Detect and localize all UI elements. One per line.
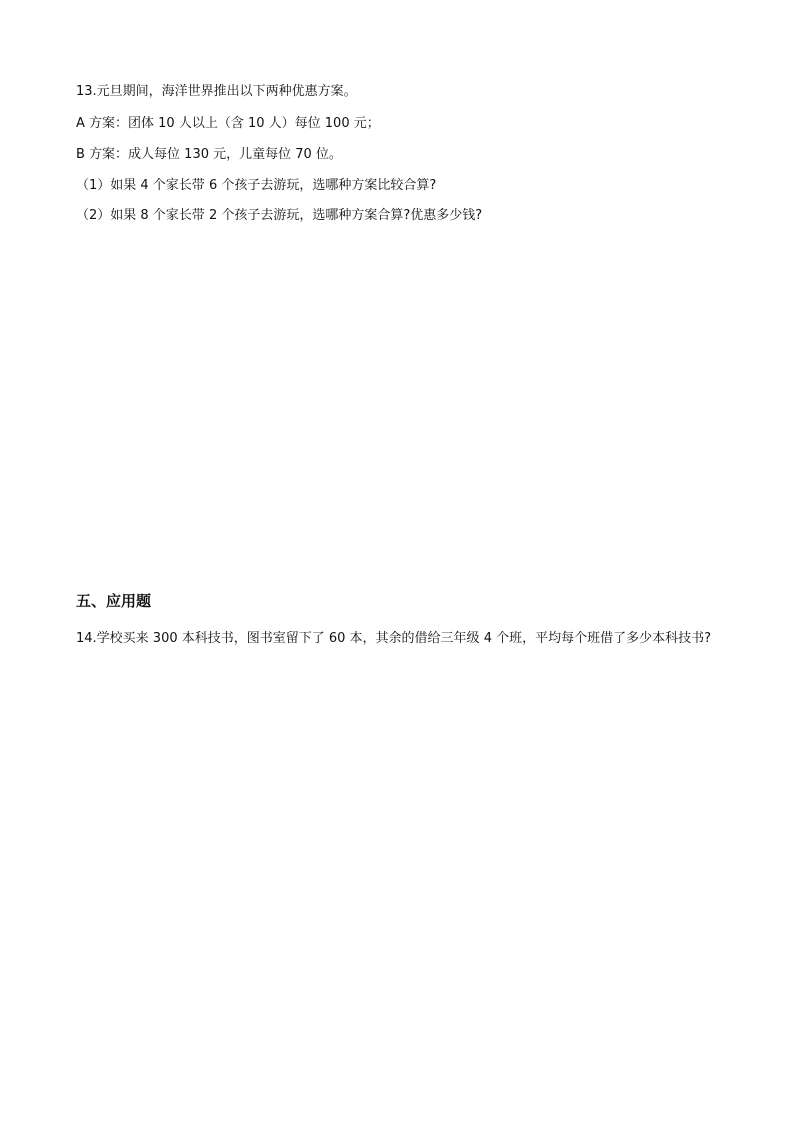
- question-13-plan-b: B 方案：成人每位 130 元，儿童每位 70 位。: [76, 147, 342, 162]
- section-title: 五、应用题: [76, 592, 152, 610]
- question-14-text: 14.学校买来 300 本科技书，图书室留下了 60 本，其余的借给三年级 4 个班，平均每个班借了多少本科技书?: [76, 631, 711, 646]
- question-13-part-2: （2）如果 8 个家长带 2 个孩子去游玩，选哪种方案合算?优惠多少钱?: [76, 208, 483, 223]
- question-13-plan-a: A 方案：团体 10 人以上（含 10 人）每位 100 元；: [76, 116, 380, 131]
- question-13-part-1: （1）如果 4 个家长带 6 个孩子去游玩，选哪种方案比较合算?: [76, 178, 437, 193]
- question-13-stem: 13.元旦期间，海洋世界推出以下两种优惠方案。: [76, 84, 357, 99]
